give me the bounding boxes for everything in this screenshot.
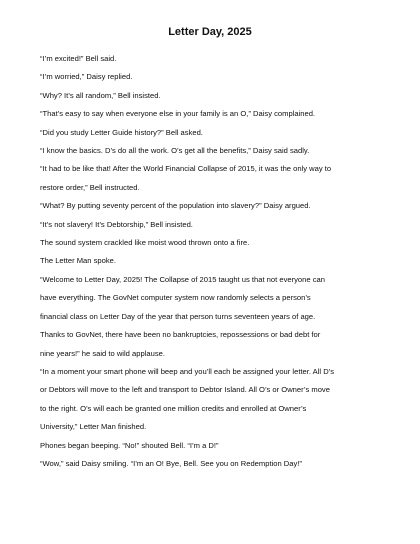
text-line: University,” Letter Man finished. <box>40 422 147 432</box>
text-line: “It had to be like that! After the World Financial Collapse of 2015, it was the only way to <box>40 164 332 174</box>
document-title: Letter Day, 2025 <box>168 26 252 38</box>
text-line: to the right. O’s will each be granted one million credits and enrolled at Owner’s <box>40 403 307 413</box>
text-line: The sound system crackled like moist wood thrown onto a fire. <box>40 238 250 248</box>
text-line: “I know the basics. D’s do all the work. O’s get all the benefits,” Daisy said sadly. <box>40 146 310 156</box>
text-line: restore order,” Bell instructed. <box>40 182 140 192</box>
text-line: “I’m worried,” Daisy replied. <box>40 72 133 82</box>
text-line: The Letter Man spoke. <box>40 256 116 266</box>
text-line: nine years!” he said to wild applause. <box>40 348 165 358</box>
text-line: “In a moment your smart phone will beep and you’ll each be assigned your letter. All D’s <box>40 366 335 376</box>
text-line: “Welcome to Letter Day, 2025! The Collapse of 2015 taught us that not everyone can <box>40 274 325 284</box>
text-line: “It’s not slavery! It’s Debtorship,” Bell insisted. <box>40 219 193 229</box>
text-line: “I’m excited!” Bell said. <box>40 54 117 63</box>
text-line: Thanks to GovNet, there have been no bankruptcies, repossessions or bad debt for <box>40 330 321 340</box>
document-body <box>40 50 380 473</box>
text-line: financial class on Letter Day of the year that person turns seventeen years of age. <box>40 311 316 321</box>
text-line: have everything. The GovNet computer system now randomly selects a person’s <box>40 293 311 303</box>
text-line: “What? By putting seventy percent of the population into slavery?” Daisy argued. <box>40 201 311 211</box>
text-line: “Did you study Letter Guide history?” Bell asked. <box>40 127 203 137</box>
text-line: “Wow,” said Daisy smiling. “I’m an O! Bye, Bell. See you on Redemption Day!” <box>40 458 302 468</box>
text-line: “That’s easy to say when everyone else in your family is an O,” Daisy complained. <box>40 109 316 119</box>
text-line: “Why? It’s all random,” Bell insisted. <box>40 90 161 100</box>
text-line: or Debtors will move to the left and transport to Debtor Island. All O’s or Owner’s move <box>40 385 330 395</box>
text-line: Phones began beeping. “No!” shouted Bell. “I’m a D!” <box>40 440 219 450</box>
